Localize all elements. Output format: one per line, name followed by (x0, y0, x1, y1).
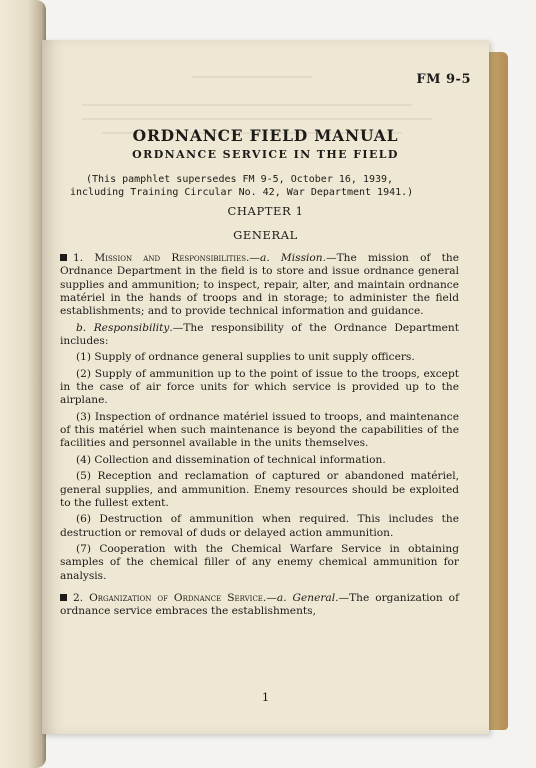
page-title: ORDNANCE FIELD MANUAL (132, 126, 399, 145)
field-manual-number: FM 9-5 (416, 72, 471, 87)
section-1-paragraph: 1. Mission and Responsibilities.—a. Mission.—The mission of the Ordnance Department in the field is to store and issue ordnance general supplies and ammunition; to inspect, repair, alter, and maintain ordnance matériel in the hands of troops and in storage; to administer the field establishments; and to provide technical information and guidance. (60, 252, 460, 318)
section-marker-icon (60, 254, 67, 261)
chapter-number: CHAPTER 1 (227, 204, 304, 218)
section-2-heading: Organization of Ordnance Service (89, 591, 263, 604)
list-item: (5) Reception and reclamation of captured or abandoned matériel, general supplies, and ammunition. Enemy resources should be exploited to the fullest extent. (60, 470, 459, 509)
chapter-name: GENERAL (233, 228, 298, 242)
section-2-subsection-a-text: .—The organization of ordnance service embraces the establishments, (60, 591, 459, 618)
list-item: (7) Cooperation with the Chemical Warfare Service in obtaining samples of the chemical filler of any enemy chemical ammunition for analysis. (60, 542, 459, 582)
facing-page-edge (0, 0, 46, 768)
subsection-b-label: b. Responsibility (76, 321, 170, 334)
section-1-heading: Mission and Responsibilities (94, 252, 247, 264)
manual-page (42, 40, 489, 734)
section-marker-icon (60, 594, 67, 601)
section-2-paragraph: 2. Organization of Ordnance Service.—a. General.—The organization of ordnance service embraces the establishments, (60, 591, 459, 618)
subsection-b-text: .—The responsibility of the Ordnance Department includes: (60, 321, 459, 348)
list-item: (1) Supply of ordnance general supplies to unit supply officers. (76, 351, 415, 364)
list-item: (3) Inspection of ordnance matériel issued to troops, and maintenance of this matériel when such maintenance is beyond the capabilities of the facilities and personnel available in the units themselves. (60, 410, 459, 450)
subsection-b-paragraph (60, 322, 459, 349)
subsection-a-text: .—The mission of the Ordnance Department in the field is to store and issue ordnance general supplies and ammunition; to inspect, repair, alter, and maintain ordnance matériel in the hands of troops and in storage; to administer the field establishments; and to provide technical information and guidance. (60, 252, 460, 318)
page-subtitle: ORDNANCE SERVICE IN THE FIELD (132, 148, 399, 161)
section-2-subsection-a-label: a. General (276, 591, 336, 604)
subsection-a-label: a. Mission (260, 252, 323, 264)
page-number: 1 (261, 690, 270, 704)
list-item: (2) Supply of ammunition up to the point of issue to the troops, except in the case of air force units for which service is provided up to the airplane. (60, 367, 459, 407)
supersedes-note: (This pamphlet supersedes FM 9-5, October 16, 1939, including Training Circular No. 42, War Department 1941.) (70, 174, 414, 198)
list-item: (6) Destruction of ammunition when required. This includes the destruction or removal of duds or delayed action ammunition. (60, 513, 459, 539)
list-item: (4) Collection and dissemination of technical information. (76, 453, 386, 466)
body-text (60, 252, 459, 619)
